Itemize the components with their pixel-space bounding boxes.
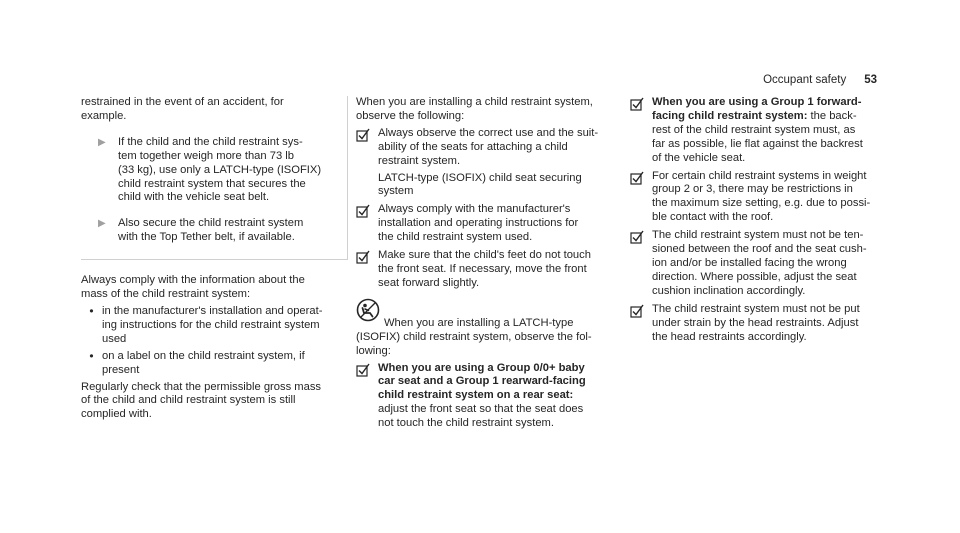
checkbox-icon [630,170,652,226]
checkbox-icon [356,362,378,432]
check-item: The child restraint system must not be ten- sioned between the roof and the seat cush- ion and/or be installed facing the wrong direction. Where possible, adjust the seat cushion inclination accordingly. [630,229,895,299]
checkbox-icon [630,229,652,299]
note-text: restrained in the event of an accident, for example. [81,96,284,122]
column-3 [630,96,895,348]
triangle-arrow-icon: ▶ [98,218,106,230]
column-1 [81,96,351,425]
check-item: When you are using a Group 0/0+ baby car seat and a Group 1 rearward-facing child restraint system on a rear seat: adjust the front seat so that the seat does not touch the child restraint system. [356,362,616,432]
list-item: • on a label on the child restraint system, if present [81,350,351,378]
triangle-arrow-icon: ▶ [98,136,106,148]
check-item: Always observe the correct use and the suit- ability of the seats for attaching a child restraint system. LATCH-type (ISOFIX) child seat securing system [356,127,616,200]
latch-note-paragraph: When you are installing a LATCH-type (ISOFIX) child restraint system, observe the fol- lowing: [356,316,592,357]
check-item: For certain child restraint systems in weight group 2 or 3, there may be restrictions in the maximum size setting, e.g. due to possi- ble contact with the roof. [630,170,895,226]
note-item: ▶ Also secure the child restraint system with the Top Tether belt, if available. [98,217,304,244]
page-number: 53 [864,74,877,86]
checkbox-icon [630,303,652,345]
list-item: • in the manufacturer's installation and operat- ing instructions for the child restraint system used [81,305,351,347]
section-title: Occupant safety [763,74,847,86]
mass-intro: Always comply with the information about the mass of the child restraint system: [81,274,305,301]
check-item: When you are using a Group 1 forward- facing child restraint system: the back- rest of the child restraint system must, as far as possible, lie flat against the backrest of the vehicle seat. [630,96,895,166]
page-header [763,74,877,88]
check-item: The child restraint system must not be put under strain by the head restraints. Adjust the head restraints accordingly. [630,303,895,345]
check-item: Always comply with the manufacturer's installation and operating instructions for the child restraint system used. [356,203,616,245]
note-box [81,96,348,260]
checkbox-icon [630,96,652,166]
checkbox-icon [356,249,378,291]
check-item: Make sure that the child's feet do not touch the front seat. If necessary, move the front seat forward slightly. [356,249,616,291]
column-2 [356,96,616,435]
checkbox-icon [356,203,378,245]
bullet-dot-icon: • [89,303,94,318]
checkbox-icon [356,127,378,200]
install-intro: When you are installing a child restraint system, observe the following: [356,96,593,122]
bullet-dot-icon: • [89,348,94,363]
note-item: ▶ If the child and the child restraint sys- tem together weigh more than 73 lb (33 kg), use only a LATCH-type (ISOFIX) child restraint system that secures the child with the vehicle seat belt. [98,135,322,204]
closing-text: Regularly check that the permissible gross mass of the child and child restraint system is still complied with. [81,380,322,421]
